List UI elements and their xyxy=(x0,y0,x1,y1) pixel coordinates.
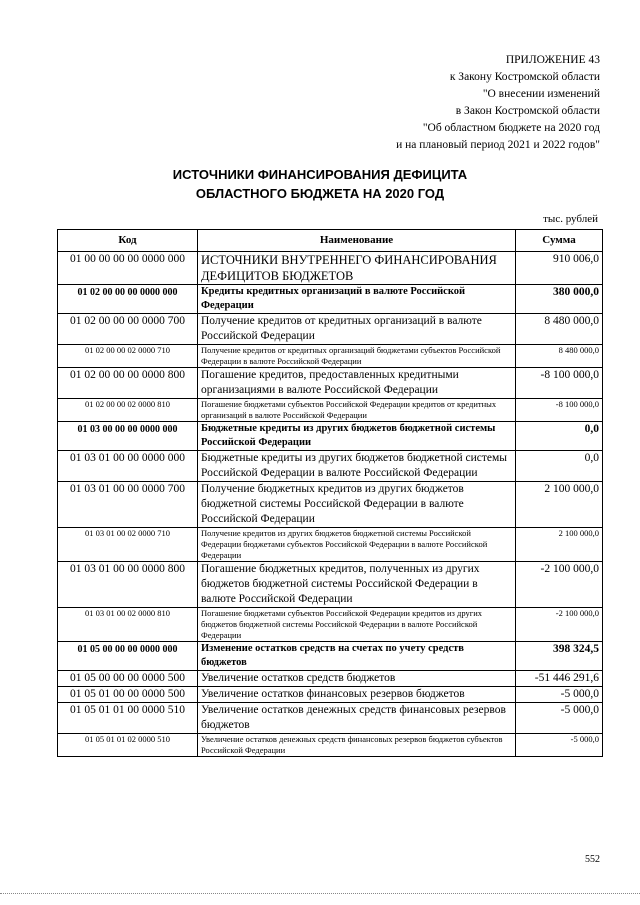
row-name: Увеличение остатков средств бюджетов xyxy=(198,671,516,687)
row-code: 01 02 00 00 00 0000 700 xyxy=(58,314,198,345)
appendix-line: в Закон Костромской области xyxy=(455,105,600,117)
appendix-line: ПРИЛОЖЕНИЕ 43 xyxy=(505,54,600,66)
row-name: Получение кредитов из других бюджетов бюджетной системы Российской Федерации бюджетами субъектов Российской Федерации в валюте Российской Федерации xyxy=(198,528,516,562)
row-sum: 380 000,0 xyxy=(516,285,603,314)
table-row xyxy=(58,608,603,642)
table-body xyxy=(58,252,603,757)
row-code: 01 03 01 00 00 0000 700 xyxy=(58,482,198,528)
row-name: Кредиты кредитных организаций в валюте Российской Федерации xyxy=(198,285,516,314)
row-sum: -5 000,0 xyxy=(516,687,603,703)
row-code: 01 00 00 00 00 0000 000 xyxy=(58,252,198,285)
row-sum: 0,0 xyxy=(516,422,603,451)
row-name: Увеличение остатков денежных средств финансовых резервов бюджетов xyxy=(198,703,516,734)
title-line-1: ИСТОЧНИКИ ФИНАНСИРОВАНИЯ ДЕФИЦИТА xyxy=(172,167,468,182)
row-sum: -2 100 000,0 xyxy=(516,562,603,608)
table-row xyxy=(58,451,603,482)
row-sum: 8 480 000,0 xyxy=(516,314,603,345)
row-name: Увеличение остатков денежных средств финансовых резервов бюджетов субъектов Российской Федерации xyxy=(198,734,516,757)
row-code: 01 05 01 01 02 0000 510 xyxy=(58,734,198,757)
row-code: 01 03 01 00 00 0000 800 xyxy=(58,562,198,608)
page-number: 552 xyxy=(585,854,600,865)
units-label: тыс. рублей xyxy=(543,213,598,225)
table-row xyxy=(58,399,603,422)
table-row xyxy=(58,671,603,687)
table-row xyxy=(58,482,603,528)
table-row xyxy=(58,562,603,608)
row-sum: 2 100 000,0 xyxy=(516,528,603,562)
table-row xyxy=(58,642,603,671)
financing-sources-table xyxy=(57,229,603,757)
row-name: Бюджетные кредиты из других бюджетов бюджетной системы Российской Федерации в валюте Российской Федерации xyxy=(198,451,516,482)
table-row xyxy=(58,314,603,345)
table-row xyxy=(58,422,603,451)
row-name: Получение бюджетных кредитов из других бюджетов бюджетной системы Российской Федерации в валюте Российской Федерации xyxy=(198,482,516,528)
row-sum: -2 100 000,0 xyxy=(516,608,603,642)
appendix-line: к Закону Костромской области xyxy=(449,71,600,83)
header-sum: Сумма xyxy=(516,230,603,252)
row-code: 01 03 01 00 02 0000 810 xyxy=(58,608,198,642)
row-sum: 0,0 xyxy=(516,451,603,482)
document-title xyxy=(0,165,640,203)
row-code: 01 02 00 00 02 0000 810 xyxy=(58,399,198,422)
row-name: Погашение бюджетных кредитов, полученных из других бюджетов бюджетной системы Российской Федерации в валюте Российской Федерации xyxy=(198,562,516,608)
appendix-line: и на плановый период 2021 и 2022 годов" xyxy=(396,139,600,151)
table-row xyxy=(58,703,603,734)
table-row xyxy=(58,285,603,314)
row-code: 01 02 00 00 02 0000 710 xyxy=(58,345,198,368)
row-sum: 910 006,0 xyxy=(516,252,603,285)
row-code: 01 03 00 00 00 0000 000 xyxy=(58,422,198,451)
row-name: Бюджетные кредиты из других бюджетов бюджетной системы Российской Федерации xyxy=(198,422,516,451)
row-sum: -51 446 291,6 xyxy=(516,671,603,687)
row-code: 01 03 01 00 00 0000 000 xyxy=(58,451,198,482)
row-code: 01 05 01 01 00 0000 510 xyxy=(58,703,198,734)
table-row xyxy=(58,368,603,399)
row-name: Увеличение остатков финансовых резервов бюджетов xyxy=(198,687,516,703)
row-name: Погашение кредитов, предоставленных кредитными организациями в валюте Российской Федерации xyxy=(198,368,516,399)
row-name: ИСТОЧНИКИ ВНУТРЕННЕГО ФИНАНСИРОВАНИЯ ДЕФИЦИТОВ БЮДЖЕТОВ xyxy=(198,252,516,285)
row-code: 01 02 00 00 00 0000 800 xyxy=(58,368,198,399)
table-row xyxy=(58,345,603,368)
row-name: Погашение бюджетами субъектов Российской Федерации кредитов из других бюджетов бюджетной системы Российской Федерации в валюте Российской Федерации xyxy=(198,608,516,642)
table-row xyxy=(58,528,603,562)
row-sum: 8 480 000,0 xyxy=(516,345,603,368)
appendix-line: "Об областном бюджете на 2020 год xyxy=(422,122,600,134)
table-header-row xyxy=(58,230,603,252)
appendix-header xyxy=(270,52,600,154)
row-code: 01 03 01 00 02 0000 710 xyxy=(58,528,198,562)
row-sum: -5 000,0 xyxy=(516,703,603,734)
header-name: Наименование xyxy=(198,230,516,252)
table-row xyxy=(58,687,603,703)
row-sum: -8 100 000,0 xyxy=(516,399,603,422)
header-code: Код xyxy=(58,230,198,252)
appendix-line: "О внесении изменений xyxy=(482,88,600,100)
row-sum: 2 100 000,0 xyxy=(516,482,603,528)
row-name: Получение кредитов от кредитных организаций бюджетами субъектов Российской Федерации в валюте Российской Федерации xyxy=(198,345,516,368)
row-name: Изменение остатков средств на счетах по учету средств бюджетов xyxy=(198,642,516,671)
row-sum: -5 000,0 xyxy=(516,734,603,757)
title-line-2: ОБЛАСТНОГО БЮДЖЕТА НА 2020 ГОД xyxy=(195,186,445,201)
row-sum: 398 324,5 xyxy=(516,642,603,671)
row-sum: -8 100 000,0 xyxy=(516,368,603,399)
table-row xyxy=(58,252,603,285)
row-code: 01 05 00 00 00 0000 500 xyxy=(58,671,198,687)
row-code: 01 02 00 00 00 0000 000 xyxy=(58,285,198,314)
table-row xyxy=(58,734,603,757)
row-name: Погашение бюджетами субъектов Российской Федерации кредитов от кредитных организаций в валюте Российской Федерации xyxy=(198,399,516,422)
row-code: 01 05 01 00 00 0000 500 xyxy=(58,687,198,703)
row-name: Получение кредитов от кредитных организаций в валюте Российской Федерации xyxy=(198,314,516,345)
row-code: 01 05 00 00 00 0000 000 xyxy=(58,642,198,671)
bottom-dotted-line xyxy=(0,893,640,894)
